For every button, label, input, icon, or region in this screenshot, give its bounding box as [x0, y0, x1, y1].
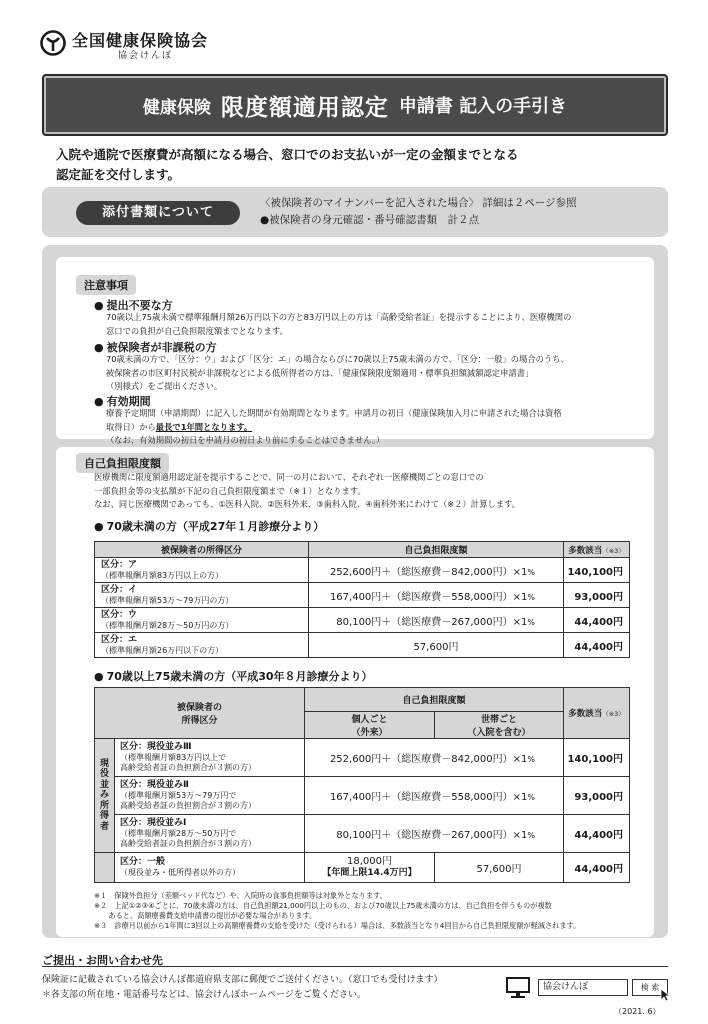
category-cell — [95, 558, 309, 583]
limits-label: 自己負担限度額 — [76, 453, 169, 473]
table-row — [95, 739, 630, 777]
note-2-line-3: （別様式）をご提出ください。 — [106, 381, 223, 391]
note-3-line-3: （なお、有効期間の初日を申請月の初日より前にすることはできません。） — [106, 435, 385, 445]
individual-cap: 【年間上限14.4万円】 — [322, 868, 417, 878]
limit-formula: 252,600円＋（総医療費－842,000円）×1 — [329, 754, 528, 765]
document-title — [42, 74, 668, 136]
limit-percent: % — [527, 592, 535, 602]
multi-cell: 44,400円 — [564, 853, 630, 883]
table-row — [95, 633, 630, 658]
group-label-empty — [95, 853, 115, 883]
table-row — [95, 777, 630, 815]
over70-table — [94, 687, 630, 883]
note-3-line-2a: 取得日）から — [106, 421, 156, 432]
table-header-row — [95, 542, 630, 558]
category-detail: （標準報酬月額28万～50万円の方） — [101, 620, 234, 630]
under70-table — [94, 541, 630, 658]
category-cell — [115, 739, 305, 777]
category-cell — [95, 583, 309, 608]
note-2-line-1: 70歳未満の方で、「区分：ウ」および「区分：エ」の場合ならびに70歳以上75歳未満の方で、「区分：一般」の場合のうち、 — [106, 354, 569, 364]
group-char: 得 — [99, 811, 109, 822]
category-detail: 高齢受給者証の負担割合が３割の方） — [120, 839, 256, 848]
footnote-2-cont: あると、高額療養費支給申請書の提出が必要な場合があります。 — [94, 911, 317, 920]
category-detail: （標準報酬月額28万～50万円で — [120, 829, 237, 838]
table-header-row — [95, 688, 630, 712]
limit-percent: % — [527, 793, 535, 802]
limit-formula: 252,600円＋（総医療費－842,000円）×1 — [329, 566, 528, 578]
over70-title: ● 70歳以上75歳未満の方（平成30年８月診療分より） — [94, 668, 373, 684]
col-head-household-line-1: 世帯ごと — [480, 715, 517, 725]
table-row — [95, 558, 630, 583]
org-name: 全国健康保険協会 — [72, 31, 209, 50]
category-name: 区分：ウ — [101, 609, 138, 620]
col-head-multi-note: （※3） — [602, 546, 625, 555]
note-3-emphasis: 最長で1年間となります。 — [155, 421, 253, 432]
category-detail: （標準報酬月額83万円以上で — [120, 753, 227, 762]
under70-title: ● 70歳未満の方（平成27年１月診療分より） — [94, 518, 324, 534]
limit-formula: 80,100円＋（総医療費－267,000円）×1 — [336, 616, 528, 628]
individual-cell — [305, 853, 435, 883]
category-cell — [95, 633, 309, 658]
note-3-line-1: 療養予定期間（申請期間）に記入した期間が有効期間となります。申請月の初日（健康保険加入月に申請された場合は資格 — [106, 408, 562, 418]
col-head-category — [95, 688, 305, 739]
multi-cell: 44,400円 — [564, 633, 630, 658]
limit-cell — [305, 815, 564, 853]
intro-line-2: 認定証を交付します。 — [56, 167, 181, 182]
limit-formula: 167,400円＋（総医療費－558,000円）×1 — [329, 792, 528, 803]
org-logo — [40, 26, 240, 60]
search-button[interactable]: 検 索 — [632, 979, 668, 996]
col-head-household-line-2: （入院を含む） — [467, 728, 531, 738]
org-sub-name: 協会けんぽ — [118, 51, 174, 61]
household-cell: 57,600円 — [435, 853, 564, 883]
footnote-2: ※２ 上記①②③④ごとに、70歳未満の方は、自己負担額21,000円以上のもの、および70歳以上75歳未満の方は、自己負担を伴うものが複数 — [94, 901, 552, 910]
kyokai-kenpo-logo-icon — [40, 30, 66, 56]
footnote-3: ※３ 診療月以前から1年間に3回以上の高額療養費の支給を受けた（受けられる）場合は、多数該当となり4回目から自己負担限度額が軽減されます。 — [94, 921, 581, 930]
attachments-note-2: ●被保険者の身元確認・番号確認書類 計２点 — [260, 214, 480, 226]
note-1-line-2: 窓口での負担が自己負担限度額までとなります。 — [106, 325, 288, 336]
footnotes — [94, 891, 654, 931]
category-detail: （標準報酬月額83万円以上の方） — [101, 570, 224, 580]
multi-cell: 140,100円 — [564, 558, 630, 583]
notes-card — [56, 257, 654, 445]
category-name: 区分：現役並みⅡ — [120, 780, 189, 790]
note-1-line-1: 70歳以上75歳未満で標準報酬月額26万円以下の方と83万円以上の方は「高齢受給者証」を提示することにより、医療機関の — [106, 312, 572, 322]
group-label — [95, 739, 115, 853]
category-name: 区分：イ — [101, 584, 138, 595]
col-head-multi-note: （※3） — [602, 710, 625, 718]
limit-fixed-amount: 57,600円 — [413, 641, 459, 653]
limit-cell — [305, 777, 564, 815]
category-detail: （標準報酬月額26万円以下の方） — [101, 645, 224, 655]
category-detail: （現役並み・低所得者以外の方） — [120, 868, 240, 877]
intro-text — [56, 145, 666, 185]
search-input[interactable]: 協会けんぽ — [538, 979, 628, 996]
notes-label: 注意事項 — [76, 275, 136, 295]
multi-cell: 140,100円 — [564, 739, 630, 777]
category-cell — [95, 608, 309, 633]
footnote-1: ※１ 保険外負担分（差額ベッド代など）や、入院時の食事負担額等は対象外となります。 — [94, 891, 387, 900]
col-head-limit: 自己負担限度額 — [305, 688, 564, 712]
multi-cell: 44,400円 — [564, 608, 630, 633]
multi-cell: 93,000円 — [564, 583, 630, 608]
category-detail: （標準報酬月額53万～79万円で — [120, 791, 237, 800]
group-char: 現 — [99, 758, 109, 769]
group-char: 並 — [99, 779, 109, 790]
title-part-2: 限度額適用認定 — [220, 94, 389, 121]
title-part-1: 健康保険 — [142, 97, 211, 118]
contact-title: ご提出・お問い合わせ先 — [42, 954, 163, 967]
col-head-category-line-1: 被保険者の — [176, 703, 222, 713]
col-head-multi-label: 多数該当 — [568, 545, 603, 556]
limits-para-2: 一部負担金等の支払額が下記の自己負担限度額まで（※１）となります。 — [94, 485, 366, 496]
limit-cell — [305, 739, 564, 777]
computer-monitor-icon — [505, 976, 531, 1000]
col-head-household — [435, 712, 564, 739]
attachments-box — [42, 187, 668, 237]
col-head-individual — [305, 712, 435, 739]
category-name: 区分：現役並みⅠ — [120, 818, 187, 828]
limits-para-3: なお、同じ医療機関であっても、①医科入院、②医科外来、③歯科入院、④歯科外来にわけて（※２）計算します。 — [94, 499, 520, 509]
note-title-3: ● 有効期間 — [94, 393, 151, 409]
note-title-1: ● 提出不要な方 — [94, 297, 173, 313]
limit-cell — [309, 583, 564, 608]
category-name: 区分：エ — [101, 634, 138, 645]
col-head-category-line-2: 所得区分 — [181, 716, 218, 726]
revision-date: （2021. 6） — [614, 1007, 661, 1016]
limits-para-1: 医療機関に限度額適用認定証を提示することで、同一の月において、それぞれ一医療機関ごとの窓口での — [94, 472, 484, 482]
category-name: 区分：一般 — [120, 857, 166, 867]
note-2-line-2: 被保険者の市区町村民税が非課税などによる低所得者の方は、「健康保険限度額適用・標準負担額減額認定申請書」 — [106, 367, 534, 378]
category-cell — [115, 853, 305, 883]
multi-cell: 44,400円 — [564, 815, 630, 853]
note-body-3 — [106, 407, 646, 448]
limit-formula: 167,400円＋（総医療費－558,000円）×1 — [329, 591, 528, 603]
limit-percent: % — [527, 567, 535, 577]
mouse-cursor-icon — [660, 988, 672, 1002]
intro-line-1: 入院や通院で医療費が高額になる場合、窓口でのお支払いが一定の金額までとなる — [56, 147, 519, 162]
contact-line-1: 保険証に記載されている協会けんぽ都道府県支部に郵便でご送付ください。（窓口でも受付けます） — [42, 975, 443, 985]
category-detail: 高齢受給者証の負担割合が３割の方） — [120, 763, 256, 772]
table-row — [95, 583, 630, 608]
limit-cell — [309, 608, 564, 633]
contact-divider — [42, 966, 668, 967]
table-row — [95, 815, 630, 853]
limit-percent: % — [527, 831, 535, 840]
col-head-multi-label: 多数該当 — [568, 709, 603, 719]
col-head-multi — [564, 542, 630, 558]
col-head-individual-line-1: 個人ごと — [351, 715, 388, 725]
attachments-note — [260, 195, 577, 229]
limit-cell — [309, 558, 564, 583]
group-char: 所 — [99, 800, 109, 811]
group-char: 者 — [99, 821, 109, 832]
contact-line-2: ＊各支部の所在地・電話番号などは、協会けんぽホームページをご覧ください。 — [42, 990, 366, 1000]
note-3-line-2 — [106, 421, 646, 435]
contact-text — [42, 973, 443, 1003]
col-head-limit: 自己負担限度額 — [309, 542, 564, 558]
attachments-label: 添付書類について — [76, 201, 240, 225]
col-head-category: 被保険者の所得区分 — [95, 542, 309, 558]
multi-cell: 93,000円 — [564, 777, 630, 815]
main-panel — [42, 245, 668, 938]
table-row — [95, 608, 630, 633]
col-head-individual-line-2: （外来） — [351, 728, 388, 738]
group-char: み — [99, 790, 109, 801]
attachments-note-1: 〈被保険者のマイナンバーを記入された場合〉 詳細は２ページ参照 — [260, 197, 577, 209]
limit-cell — [309, 633, 564, 658]
col-head-multi — [564, 688, 630, 739]
limit-percent: % — [527, 755, 535, 764]
category-detail: 高齢受給者証の負担割合が３割の方） — [120, 801, 256, 810]
category-detail: （標準報酬月額53万～79万円の方） — [101, 595, 234, 605]
group-char: 役 — [99, 769, 109, 780]
title-part-3: 申請書 記入の手引き — [398, 96, 568, 117]
note-title-2: ● 被保険者が非課税の方 — [94, 339, 217, 355]
table-row — [95, 853, 630, 883]
limit-percent: % — [527, 617, 535, 627]
limits-description — [94, 471, 654, 512]
category-cell — [115, 815, 305, 853]
individual-amount: 18,000円 — [347, 856, 392, 867]
note-body-2 — [106, 353, 646, 394]
category-name: 区分：ア — [101, 559, 138, 570]
limit-formula: 80,100円＋（総医療費－267,000円）×1 — [336, 830, 528, 841]
category-cell — [115, 777, 305, 815]
category-name: 区分：現役並みⅢ — [120, 742, 192, 752]
note-body-1 — [106, 311, 646, 338]
